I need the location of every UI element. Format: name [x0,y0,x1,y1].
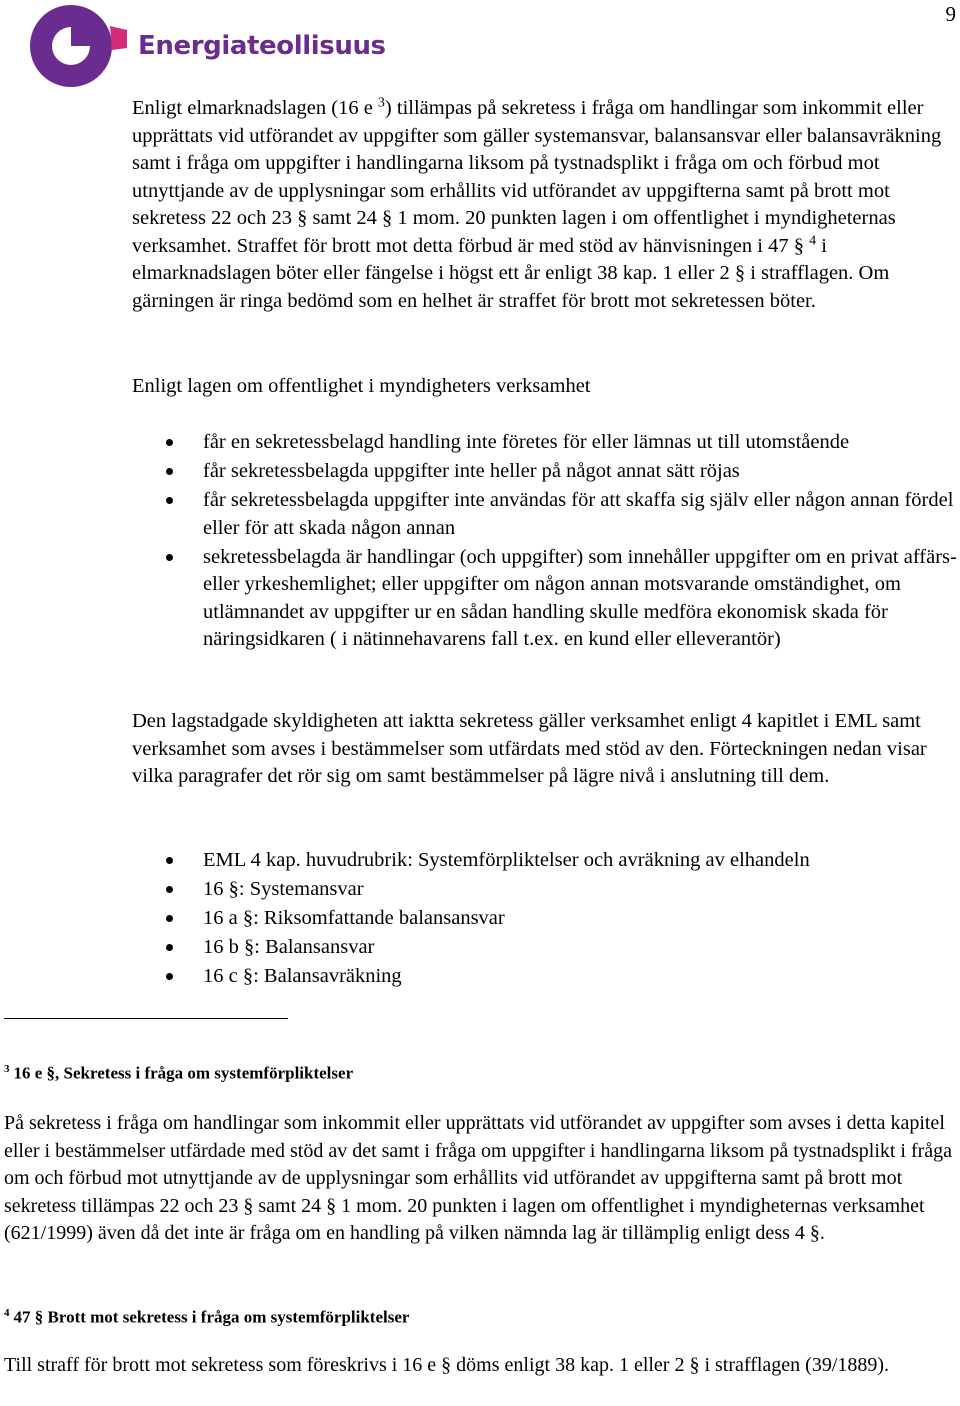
list-item: 16 §: Systemansvar [132,876,960,904]
logo-wordmark: Energiateollisuus [138,31,386,61]
paragraph-elmarknadslagen [132,95,954,315]
footnote-4-text: Till straff för brott mot sekretess som föreskrivs i 16 e § döms enligt 38 kap. 1 eller 2 § i strafflagen (39/1889). [4,1354,890,1376]
list-item: får en sekretessbelagd handling inte företes för eller lämnas ut till utomstående [132,429,960,457]
footnote-4-marker: 4 [4,1307,10,1319]
sekretess-rules-list [132,429,960,655]
list-item: får sekretessbelagda uppgifter inte heller på något annat sätt röjas [132,458,960,486]
energiateollisuus-logo-mark-icon [24,4,128,88]
energiateollisuus-logo [24,4,386,88]
list-item: sekretessbelagda är handlingar (och uppgifter) som innehåller uppgifter om en privat affärs- eller yrkeshemlighet; eller uppgifter om någon annan motsvarande omständighet, om utlämnandet av uppgifter ur en sådan handling skulle medföra ekonomisk skada för näringsidkaren ( i nätinnehavarens fall t.ex. en kund eller elleverantör) [132,544,960,654]
list-item: 16 c §: Balansavräkning [132,963,960,991]
paragraph-1-part-b: ) tillämpas på sekretess i fråga om handlingar som inkommit eller upprättats vid utförandet av uppgifter som gäller systemansvar, balansansvar eller balansavräkning samt i fråga om uppgifter i handlingarna liksom på tystnadsplikt i fråga om och förbud mot utnyttjande av de upplysningar som erhållits vid utförandet av uppgifterna samt på brott mot sekretess 22 och 23 § samt 24 § 1 mom. 20 punkten lagen i om offentlighet i myndigheternas verksamhet. Straffet för brott mot detta förbud är med stöd av hänvisningen i 47 § [132,97,942,257]
footnote-3-marker: 3 [4,1063,10,1075]
footnote-3-title: 16 e §, Sekretess i fråga om systemförpliktelser [13,1063,354,1083]
footnote-4-title: 47 § Brott mot sekretess i fråga om systemförpliktelser [13,1307,410,1327]
paragraph-list [132,847,960,992]
page-number: 9 [945,2,956,26]
footnote-ref-3[interactable]: 3 [377,95,385,111]
paragraph-offentlighetslagen: Enligt lagen om offentlighet i myndigheters verksamhet [132,375,591,397]
paragraph-1-part-c: i elmarknadslagen böter eller fängelse i högst ett år enligt 38 kap. 1 eller 2 § i strafflagen. Om gärningen är ringa bedömd som en helhet är straffet för brott mot sekretessen böter. [132,234,890,312]
paragraph-1-part-a: Enligt elmarknadslagen (16 e [132,97,373,119]
list-item: 16 b §: Balansansvar [132,934,960,962]
list-item: 16 a §: Riksomfattande balansansvar [132,905,960,933]
list-item: får sekretessbelagda uppgifter inte användas för att skaffa sig själv eller någon annan fördel eller för att skada någon annan [132,487,960,542]
footnote-ref-4[interactable]: 4 [809,232,817,248]
paragraph-lagstadgade-skyldigheten: Den lagstadgade skyldigheten att iaktta sekretess gäller verksamhet enligt 4 kapitlet i EML samt verksamhet som avses i bestämmelser som utfärdats med stöd av den. Förteckningen nedan visar vilka paragrafer det rör sig om samt bestämmelser på lägre nivå i anslutning till dem. [132,710,927,787]
list-item: EML 4 kap. huvudrubrik: Systemförpliktelser och avräkning av elhandeln [132,847,960,875]
footnote-4-heading [4,1302,409,1329]
footnote-3-heading [4,1058,353,1085]
footnote-3-text: På sekretess i fråga om handlingar som inkommit eller upprättats vid utförandet av uppgifter som avses i detta kapitel eller i bestämmelser utfärdade med stöd av det samt i fråga om uppgifter i handlingarna liksom på tystnadsplikt i fråga om och förbud mot utnyttjande av de upplysningar som erhållits vid utförandet av uppgifterna samt på brott mot sekretess tillämpas 22 och 23 § samt 24 § 1 mom. 20 punkten i lagen om offentlighet i myndigheternas verksamhet (621/1999) även då det inte är fråga om en handling på vilken nämnda lag är tillämplig enligt dess 4 §. [4,1112,953,1244]
footnote-divider [4,1018,288,1019]
